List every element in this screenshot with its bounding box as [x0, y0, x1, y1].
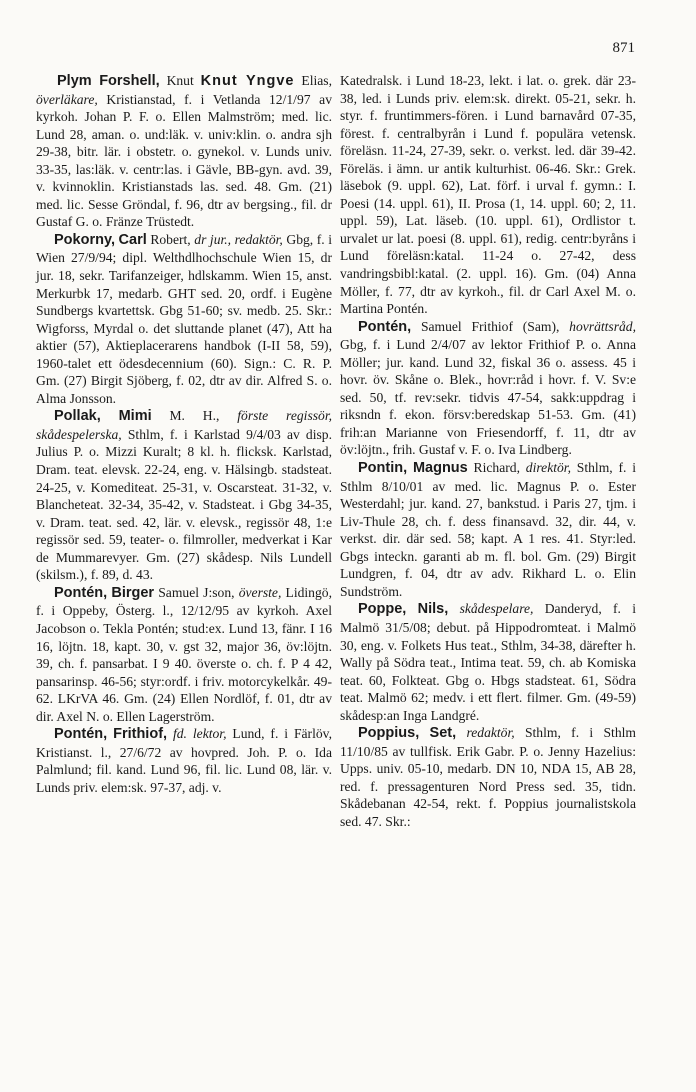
entry-surname: Pontén, [54, 726, 108, 743]
entry-role: förste regissör, skådespelerska, [36, 408, 332, 442]
entry-continuation [340, 72, 636, 318]
entry-other-names: Samuel Frithiof (Sam), [420, 318, 560, 334]
entry-text: Katedralsk. i Lund 18-23, lekt. i lat. o. grek. där 23-38, led. i Lunds priv. elem:sk. direkt. 05-21, sekr. h. styr. f. fruntimmers-fören. i Lund barnavård 07-35, förest. f. centralbyrån i Lund f. populära vetensk. föreläsn. 11-24, 27-39, sekr. o. verkst. led. där 39-42. Föreläs. i ämn. ur antik kulturhist. 06-46. Skr.: Grek. läsebok (9. uppl. 62), Lat. förf. i urval f. gymn.: I. Poesi (14. uppl. 61), II. Prosa (1, 14. uppl. 60; 2, 11. uppl. 59), Lat. läseb. (10. uppl. 61), Ordlistor t. urvalet ur lat. poesi (8. uppl. 61), redig. centr:byråns i Lund föreläsn:katal. 11-24 o. 27-42, dess vandringsbibl:katal. (2. uppl. 16). Gm. (04) Anna Möller, f. 77, dtr av kyrkoh., fil. dr Carl Axel M. o. Martina Pontén. [340, 73, 636, 317]
entry-text: Gbg, f. i Lund 2/4/07 av lektor Frithiof P. o. Anna Möller; jur. kand. Lund 32, fiskal 36 o. assess. 45 i hovr. öv. Skåne o. Blek., hovr:råd i hovr. f. V. Sv:e sed. 50, tf. rev:sekr. tidvis 47-54, sakk:uppdrag i riksndn f. ekon. försv:beredskap 51-53. Gm. (41) frih:an Marianne von Friesendorff, f. 11, dtr av öv:löjtn., frih. Gustaf v. F. o. Iva Lindberg. [340, 337, 636, 458]
entry-surname: Pollak, [54, 408, 101, 425]
entry-ponten-sam [340, 318, 636, 459]
entry-plym-forshell [36, 72, 332, 231]
entry-text: Sthlm, f. i Karlstad 9/4/03 av disp. Julius P. o. Mizzi Kuralt; 8 kl. h. flicksk. Karlstad, Dram. teat. elevsk. 22-24, eng. v. Hälsingb. stadsteat. 24-25, v. Komediteat. 25-31, v. Oscarsteat. 31-32, v. Blancheteat. 32-34, 35-42, v. Stadsteat. i Gbg 34-35, v. Dram. teat. sed. 42, lär. v. elevsk., regissör 48, 1:e regissör sed. 59, teater- o. filmroller, medverkat i Kar de Mummarevyer. Gm. (27) skådesp. Nils Lundell (skilsm.), f. 89, d. 43. [36, 426, 332, 583]
entry-role: skådespelare, [459, 601, 534, 617]
entry-text: Sthlm, f. i Sthlm 11/10/85 av tullfisk. Erik Gabr. P. o. Jenny Hazelius: Upps. univ. 05-10, medarb. DN 10, NDA 15, AB 28, red. f. pressagenturen Nord Press sed. 35, tidn. Skådebanan 42-54, rekt. f. Poppius journalistskola sed. 47. Skr.: [340, 725, 636, 829]
entry-given-prefix: Knut [166, 73, 201, 88]
entry-given: Set, [429, 725, 457, 742]
entry-role: direktör, [525, 460, 571, 476]
entry-given: Birger [111, 584, 155, 601]
entry-text: Lund, f. i Färlöv, Kristianst. l., 27/6/72 av hovpred. Joh. P. o. Ida Palmlund; fil. kand. Lund 96, fil. lic. Lund 08, lär. v. Lunds priv. elem:sk. 97-37, adj. v. [36, 726, 332, 795]
entry-role: fd. lektor, [172, 726, 227, 742]
entry-surname: Pontin, [358, 460, 408, 477]
entry-given: Mimi [118, 408, 152, 425]
entry-other-names: Samuel J:son, [158, 584, 235, 600]
entry-text: Gbg, f. i Wien 27/9/94; dipl. Welthdlhochschule Wien 15, dr jur. 18, sekr. Tarifanzeiger, hdlskamm. Wien 15, anst. Merkurbk 17, medarb. GHT sed. 20, ordf. i Eugène Sundbergs kvartettsk. Gbg 51-60; sv. medb. 25. Skr.: Wigforss, Myrdal o. det sluttande planet (47), Att ha aktier (57), Aktieplacerarens handbok (I-II 58, 59), 1960-talet ett ödesdecennium (60). Sign.: C. R. P. Gm. (27) Birgit Sjöberg, f. 02, dtr av dir. Alfred S. o. Alma Jonsson. [36, 231, 333, 406]
entry-surname: Poppius, [358, 725, 420, 742]
entry-role: överste, [238, 584, 282, 600]
entry-poppius [340, 724, 636, 830]
entry-given: Nils, [417, 601, 449, 618]
entry-pontin [340, 459, 636, 600]
entry-surname: Pontén, [358, 318, 412, 335]
entry-text: Danderyd, f. i Malmö 31/5/08; debut. på Hippodromteat. i Malmö 30, eng. v. Folkets Hus teat., Sthlm, 34-38, därefter h. Wally på Södra teat., Intima teat. 59, ch. ab Komiska teat. 60, Folkteat. Gbg o. Hbgs stadsteat. 61, Södra teat. Malmö 62; medv. i ett flert. filmer. Gm. (49-59) skådesp:an Inga Landgré. [340, 601, 637, 723]
entry-given: Magnus [412, 460, 468, 477]
entry-surname: Plym Forshell, [57, 73, 160, 89]
entry-other-names: Richard, [473, 460, 520, 476]
entry-other-names: Robert, [150, 231, 191, 247]
entry-poppe [340, 600, 636, 724]
entry-other-names: Elias, [301, 73, 332, 88]
entry-role: hovrättsråd, [569, 318, 636, 334]
left-column [36, 72, 332, 796]
entry-given: Knut Yngve [200, 73, 295, 89]
entry-surname: Poppe, [358, 601, 407, 618]
entry-other-names: M. H., [169, 408, 220, 424]
entry-ponten-birger [36, 584, 332, 725]
entry-ponten-frithiof [36, 725, 332, 796]
entry-text: Kristianstad, f. i Vetlanda 12/1/97 av kyrkoh. Johan P. F. o. Ellen Malmström; med. lic. Lund 28, aman. o. und:läk. v. univ:klin. o. andra sjh 29-38, bitr. lär. i obstetr. o. gynekol. v. Lunds univ. 33-35, las:läk. v. centr:las. i Gävle, BB-gyn. avd. 39, v. kvinnoklin. Kristianstads las. sed. 48. Gm. (21) med. lic. Sesse Gröndal, f. 96, dtr av bergsing., fil. dr Gustaf G. o. Fränze Trüstedt. [36, 91, 332, 230]
entry-role: överläkare, [36, 91, 98, 107]
right-column [340, 72, 636, 831]
page-number: 871 [612, 40, 635, 56]
entry-surname: Pontén, [54, 584, 108, 601]
entry-pokorny [36, 231, 332, 407]
entry-pollak [36, 407, 332, 583]
entry-role: redaktör, [466, 725, 515, 741]
entry-given: Frithiof, [113, 726, 168, 743]
entry-given: Carl [118, 231, 147, 248]
entry-text: Sthlm, f. i Sthlm 8/10/01 av med. lic. Magnus P. o. Ester Westerdahl; jur. kand. 27, bankstud. i Paris 27, tjm. i Liv-Thule 28, ch. f. dess finansavd. 32, dir. 44, v. verkst. dir. där sed. 58; kapt. A 1 res. 41. Styr:led. Gbgs inteckn. garanti ab m. fl. bol. Gm. (29) Birgit Lundgren, f. 04, dtr av adv. Rikhard L. o. Elin Sundström. [340, 460, 636, 599]
entry-role: dr jur., redaktör, [194, 231, 283, 247]
entry-surname: Pokorny, [54, 231, 115, 248]
entry-text: Lidingö, f. i Oppeby, Österg. l., 12/12/95 av kyrkoh. Axel Jacobson o. Tekla Pontén; stud:ex. Lund 13, fänr. I 16 16, löjtn. 18, kapt. 30, v. gst 32, major 36, öv:löjtn. 39, ch. f. pansarbat. I 9 40. överste o. ch. f. P 4 42, pansarinsp. 46-56; styr:ordf. i friv. motorcykelkår. 49-62. LKrVA 46. Gm. (24) Ellen Nordlöf, f. 01, dtr av dir. Axel N. o. Ellen Lagerström. [36, 584, 332, 724]
